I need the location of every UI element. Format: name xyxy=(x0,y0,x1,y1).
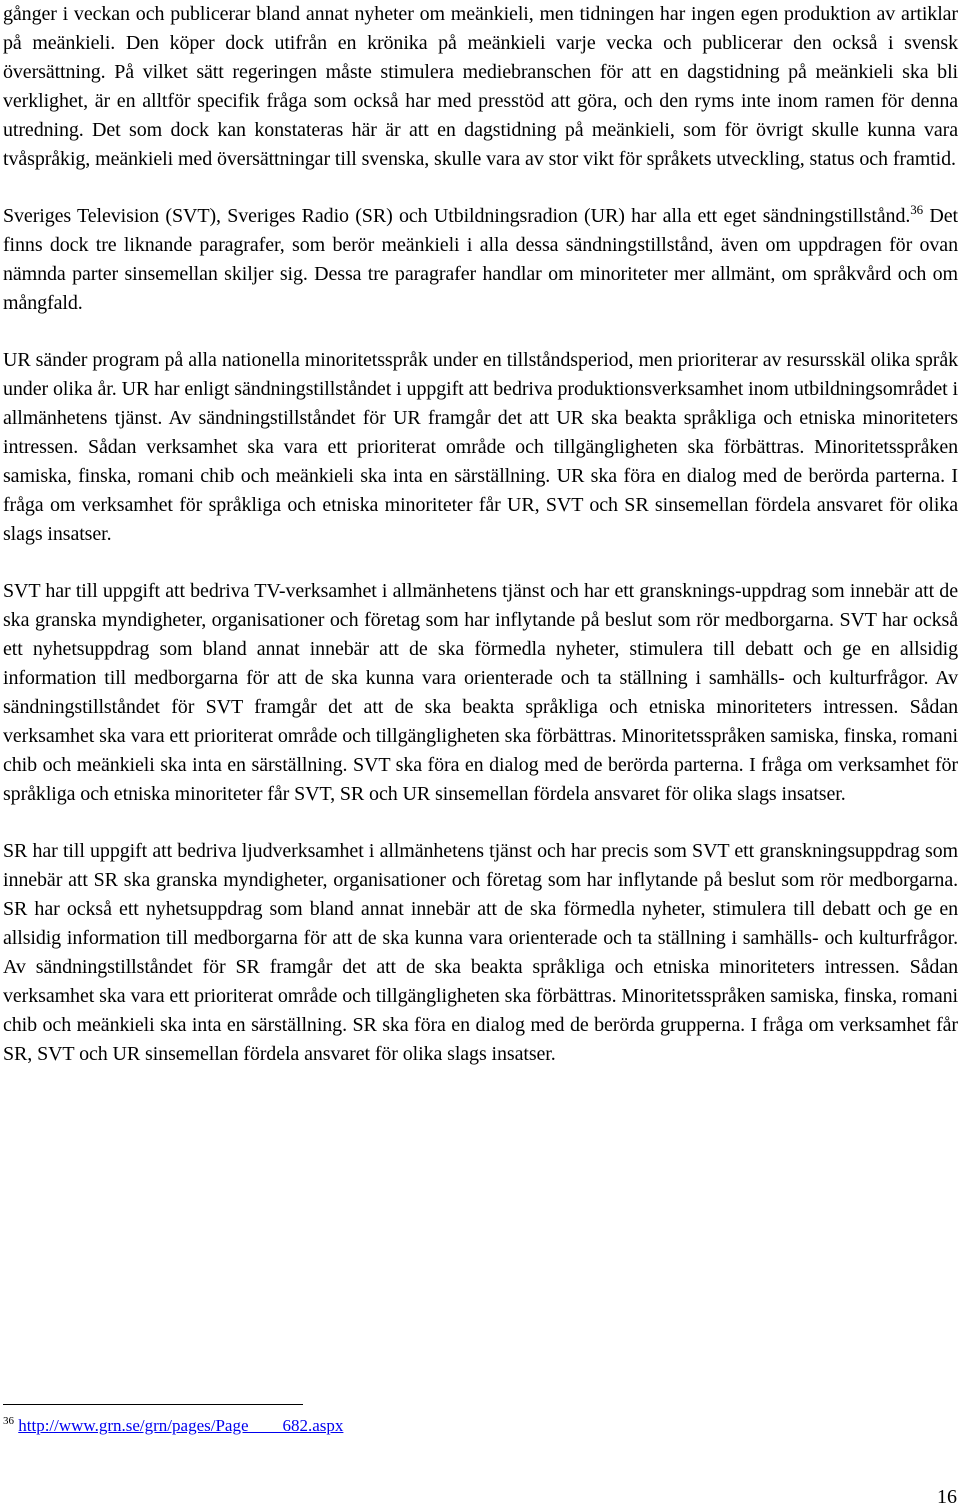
paragraph-newspaper-meankieli: gånger i veckan och publicerar bland annat nyheter om meänkieli, men tidningen har ingen egen produktion av artiklar på meänkieli. Den köper dock utifrån en krönika på meänkieli varje vecka och publicerar den också i svensk översättning. På vilket sätt regeringen måste stimulera mediebranschen för att en dagstidning på meänkieli ska bli verklighet, är en alltför specifik fråga som också har med presstöd att göra, och den ryms inte inom ramen för denna utredning. Det som dock kan konstateras här är att en dagstidning på meänkieli, som för övrigt skulle kunna vara tvåspråkig, meänkieli med översättningar till svenska, skulle vara av stor vikt för språkets utveckling, status och framtid. xyxy=(3,3,958,170)
footnote-reference[interactable]: 36 xyxy=(910,202,924,217)
page-number: 16 xyxy=(937,1486,957,1508)
paragraph-svt: SVT har till uppgift att bedriva TV-verksamhet i allmänhetens tjänst och har ett gransknings-uppdrag som innebär att de ska granska myndigheter, organisationer och företag som har inflytande på beslut som rör medborgarna. SVT har också ett nyhetsuppdrag som bland annat innebär att de ska förmedla nyheter, stimulera till debatt och ge en allsidig information till medborgarna för att de ska kunna vara orienterade och ta ställning i samhälls- och kulturfrågor. Av sändningstillståndet för SVT framgår det att de ska beakta språkliga och etniska minoriteters intressen. Sådan verksamhet ska vara ett prioriterat område och tillgängligheten ska förbättras. Minoritetsspråken samiska, finska, romani chib och meänkieli ska inta en särställning. SVT ska föra en dialog med de berörda parterna. I fråga om verksamhet för språkliga och etniska minoriteter får SVT, SR och UR sinsemellan fördela ansvaret för olika slags insatser. xyxy=(3,580,958,805)
paragraph-broadcast-licences xyxy=(3,202,958,318)
paragraph-ur: UR sänder program på alla nationella minoritetsspråk under en tillståndsperiod, men prioriterar av resursskäl olika språk under olika år. UR har enligt sändningstillståndet i uppgift att bedriva produktionsverksamhet inom utbildningsområdet i allmänhetens tjänst. Av sändningstillståndet för UR framgår det att UR ska beakta språkliga och etniska minoriteters intressen. Sådan verksamhet ska vara ett prioriterat område och tillgängligheten ska förbättras. Minoritetsspråken samiska, finska, romani chib och meänkieli ska inta en särställning. UR ska föra en dialog med de berörda parterna. I fråga om verksamhet för språkliga och etniska minoriteter får UR, SVT och SR sinsemellan fördela ansvaret för olika slags insatser. xyxy=(3,349,958,545)
footnote-link[interactable]: http://www.grn.se/grn/pages/Page____682.aspx xyxy=(18,1416,344,1435)
footnote-separator xyxy=(3,1404,303,1405)
footnote xyxy=(3,1415,343,1437)
document-body xyxy=(3,0,958,1069)
paragraph-sr: SR har till uppgift att bedriva ljudverksamhet i allmänhetens tjänst och har precis som SVT ett granskningsuppdrag som innebär att SR ska granska myndigheter, organisationer och företag som har inflytande på beslut som rör medborgarna. SR har också ett nyhetsuppdrag som bland annat innebär att de ska förmedla nyheter, stimulera till debatt och ge en allsidig information till medborgarna för att de ska kunna vara orienterade och ta ställning i samhälls- och kulturfrågor. Av sändningstillståndet för SR framgår det att de ska beakta språkliga och etniska minoriteters intressen. Sådan verksamhet ska vara ett prioriterat område och tillgängligheten ska förbättras. Minoritetsspråken samiska, finska, romani chib och meänkieli ska inta en särställning. SR ska föra en dialog med de berörda grupperna. I fråga om verksamhet får SR, SVT och UR sinsemellan fördela ansvaret för olika slags insatser. xyxy=(3,840,958,1065)
paragraph-text-before-footnote: Sveriges Television (SVT), Sveriges Radio (SR) och Utbildningsradion (UR) har alla ett eget sändningstillstånd. xyxy=(3,205,911,227)
paragraph-text-after-footnote: Det finns dock tre liknande paragrafer, som berör meänkieli i alla dessa sändningstillstånd, även om uppdragen för ovan nämnda parter sinsemellan skiljer sig. Dessa tre paragrafer handlar om minoriteter mer allmänt, om språkvård och om mångfald. xyxy=(3,205,958,314)
footnote-number: 36 xyxy=(3,1415,14,1427)
